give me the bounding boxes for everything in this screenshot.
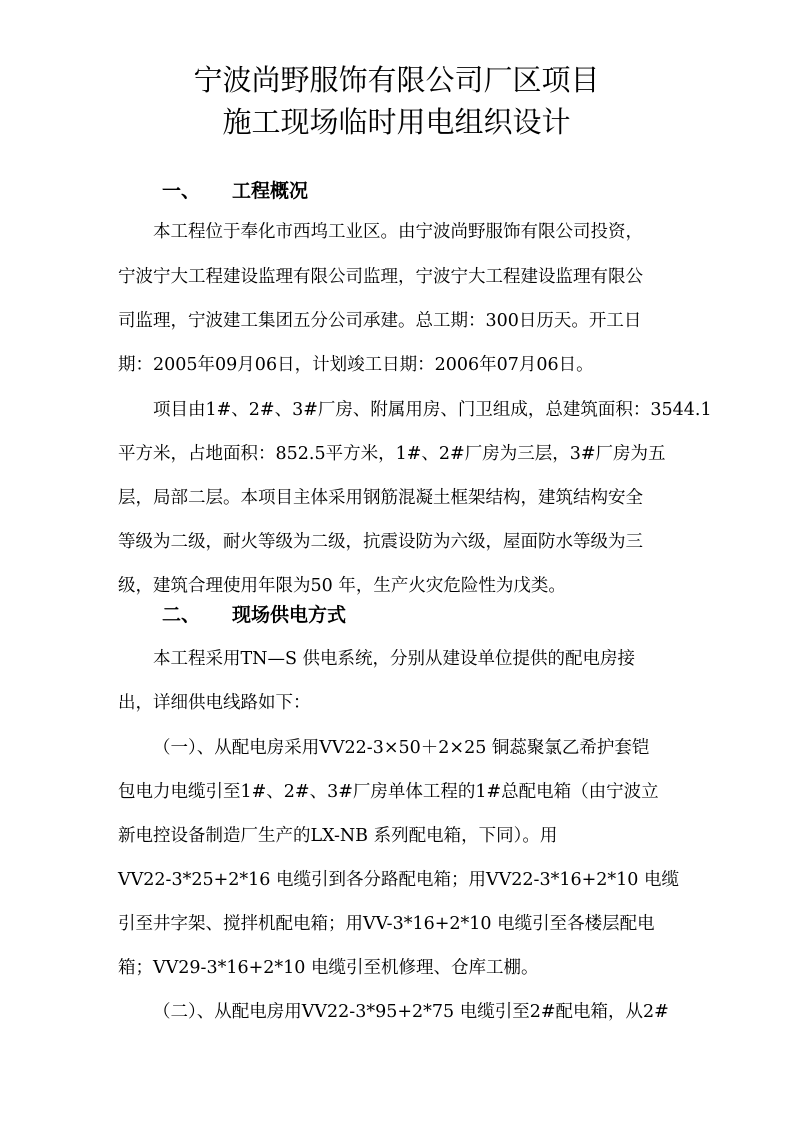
paragraph-line: 项目由1#、2#、3#厂房、附属用房、门卫组成，总建筑面积：3544.1 [153, 400, 712, 420]
paragraph-line: 司监理，宁波建工集团五分公司承建。总工期：300日历天。开工日 [118, 311, 642, 331]
paragraph-line: 引至井字架、搅拌机配电箱；用VV-3*16+2*10 电缆引至各楼层配电 [118, 914, 655, 934]
section1-heading [162, 176, 308, 203]
document-title-line1: 宁波尚野服饰有限公司厂区项目 [193, 63, 600, 97]
document-title-line2: 施工现场临时用电组织设计 [222, 105, 571, 139]
paragraph-line: VV22-3*25+2*16 电缆引到各分路配电箱；用VV22-3*16+2*10 电缆 [118, 870, 679, 890]
section2-title: 现场供电方式 [232, 604, 347, 626]
paragraph-line: 宁波宁大工程建设监理有限公司监理，宁波宁大工程建设监理有限公 [118, 267, 643, 287]
section2-number: 二、 [162, 604, 201, 626]
section2-heading [162, 600, 346, 627]
paragraph-line: 箱；VV29-3*16+2*10 电缆引至机修理、仓库工棚。 [118, 958, 539, 978]
paragraph-line: 等级为二级，耐火等级为二级，抗震设防为六级，屋面防水等级为三 [118, 532, 643, 552]
paragraph-line: 本工程位于奉化市西坞工业区。由宁波尚野服饰有限公司投资， [153, 222, 643, 242]
paragraph-line: （一）、从配电房采用VV22-3×50＋2×25 铜蕊聚氯乙希护套铠 [153, 738, 650, 758]
paragraph-line: 期：2005年09月06日，计划竣工日期：2006年07月06日。 [118, 355, 594, 375]
paragraph-line: 本工程采用TN—S 供电系统，分别从建设单位提供的配电房接 [153, 649, 636, 669]
paragraph-line: （二）、从配电房用VV22-3*95+2*75 电缆引至2#配电箱，从2# [153, 1002, 669, 1022]
paragraph-line: 级，建筑合理使用年限为50 年，生产火灾危险性为戊类。 [118, 576, 566, 596]
paragraph-line: 出，详细供电线路如下： [118, 693, 311, 713]
paragraph-line: 新电控设备制造厂生产的LX-NB 系列配电箱，下同）。用 [118, 826, 558, 846]
paragraph-line: 层，局部二层。本项目主体采用钢筋混凝土框架结构，建筑结构安全 [118, 488, 643, 508]
paragraph-line: 平方米，占地面积：852.5平方米，1#、2#厂房为三层，3#厂房为五 [118, 444, 666, 464]
paragraph-line: 包电力电缆引至1#、2#、3#厂房单体工程的1#总配电箱（由宁波立 [118, 782, 659, 802]
section1-title: 工程概况 [232, 180, 309, 202]
section1-number: 一、 [162, 180, 201, 202]
